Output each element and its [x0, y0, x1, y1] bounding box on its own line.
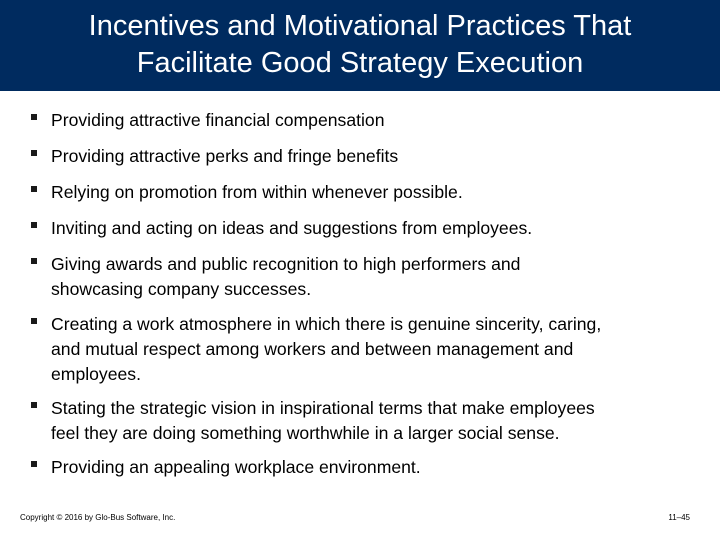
- bullet-text: Giving awards and public recognition to high performers and showcasing company successes.: [51, 254, 521, 299]
- square-bullet-icon: [31, 150, 37, 156]
- square-bullet-icon: [31, 114, 37, 120]
- square-bullet-icon: [31, 461, 37, 467]
- footer-copyright: Copyright © 2016 by Glo-Bus Software, Inc.: [20, 513, 176, 522]
- bullet-text: Providing attractive perks and fringe benefits: [51, 146, 399, 166]
- bullet-text: Creating a work atmosphere in which there is genuine sincerity, caring, and mutual respect among workers and between management and employees.: [51, 314, 602, 384]
- square-bullet-icon: [31, 258, 37, 264]
- square-bullet-icon: [31, 222, 37, 228]
- square-bullet-icon: [31, 402, 37, 408]
- slide-title: Incentives and Motivational Practices That Facilitate Good Strategy Execution: [88, 9, 632, 79]
- square-bullet-icon: [31, 186, 37, 192]
- square-bullet-icon: [31, 318, 37, 324]
- bullet-text: Relying on promotion from within whenever possible.: [51, 182, 463, 202]
- bullet-text: Stating the strategic vision in inspirational terms that make employees feel they are doing something worthwhile in a larger social sense.: [51, 398, 595, 443]
- footer-page-number: 11–45: [668, 513, 690, 522]
- bullet-text: Providing an appealing workplace environment.: [51, 457, 421, 477]
- bullet-text: Providing attractive financial compensation: [51, 110, 385, 130]
- bullet-text: Inviting and acting on ideas and suggestions from employees.: [51, 218, 533, 238]
- title-bar: [0, 0, 720, 91]
